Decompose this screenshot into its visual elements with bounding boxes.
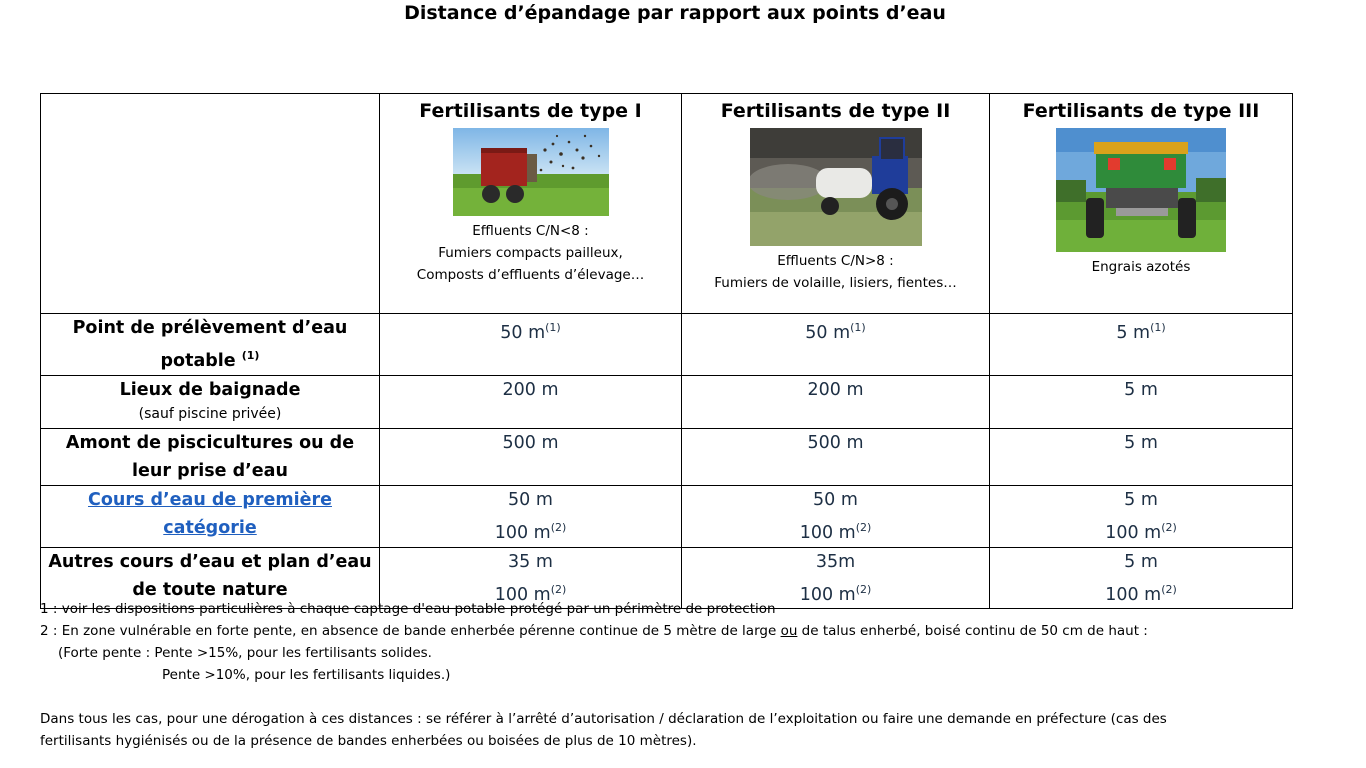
value-cell: 5 m (990, 375, 1293, 428)
value-cell: 50 m 100 $m^{(2)}$ (380, 485, 682, 547)
distance-table (40, 93, 1293, 609)
row-label-autres-cours-eau: Autres cours d’eau et plan d’eau de toute nature (41, 547, 380, 609)
row-label-point-prelevement: Point de prélèvement d’eau potable $^{(1)}$ (41, 314, 380, 376)
value-cell: 500 m (380, 428, 682, 485)
table-row (41, 375, 1293, 428)
value-cell: 200 m (380, 375, 682, 428)
value-cell: 35 m 100 $m^{(2)}$ (380, 547, 682, 609)
footnote-2-line-2: (Forte pente : Pente >15%, pour les fertilisants solides. (58, 645, 432, 661)
value-cell: 5 m 100 $m^{(2)}$ (990, 485, 1293, 547)
value-cell: 200 m (682, 375, 990, 428)
column-header-type-1 (380, 94, 682, 314)
table-row (41, 428, 1293, 485)
manure-spreader-photo (453, 128, 609, 216)
table-header-row (41, 94, 1293, 314)
document-title: Distance d’épandage par rapport aux points d’eau (404, 2, 946, 24)
footer-line-2: fertilisants hygiénisés ou de la présence de bandes enherbées ou boisées de plus de 10 mètres). (40, 733, 697, 749)
footnote-2-line-3: Pente >10%, pour les fertilisants liquides.) (162, 667, 451, 683)
slurry-tanker-photo (750, 128, 922, 246)
footnote-1: 1 : voir les dispositions particulières à chaque captage d'eau potable protégé par un périmètre de protection (40, 601, 776, 617)
row-label-lieux-baignade: Lieux de baignade (sauf piscine privée) (41, 375, 380, 428)
value-cell: 5 $m^{(1)}$ (990, 314, 1293, 376)
value-cell: 50 $m^{(1)}$ (380, 314, 682, 376)
value-cell: 50 $m^{(1)}$ (682, 314, 990, 376)
value-cell: 50 m 100 $m^{(2)}$ (682, 485, 990, 547)
row-label-cours-eau-premiere-categorie (41, 485, 380, 547)
fertilizer-spreader-photo (1056, 128, 1226, 252)
value-cell: 35m 100 $m^{(2)}$ (682, 547, 990, 609)
column-caption: Engrais azotés (1091, 259, 1191, 275)
column-caption: Effluents C/N>8 : Fumiers de volaille, lisiers, fientes… (714, 253, 957, 291)
column-caption: Effluents C/N<8 : Fumiers compacts pailleux, Composts d’effluents d’élevage… (416, 223, 645, 283)
column-header-type-3 (990, 94, 1293, 314)
column-title: Fertilisants de type I (419, 100, 642, 122)
column-title: Fertilisants de type II (720, 100, 951, 122)
footnote-2: 2 : En zone vulnérable en forte pente, en absence de bande enherbée pérenne continue de 5 mètre de large ou de talus enherbé, boisé continu de 50 cm de haut : (40, 623, 1148, 639)
value-cell: 500 m (682, 428, 990, 485)
column-header-type-2 (682, 94, 990, 314)
table-row (41, 314, 1293, 376)
footer-line-1: Dans tous les cas, pour une dérogation à ces distances : se référer à l’arrêté d’autorisation / déclaration de l’exploitation ou faire une demande en préfecture (cas des (40, 711, 1167, 727)
row-label-amont-piscicultures: Amont de piscicultures ou de leur prise d’eau (41, 428, 380, 485)
footnotes (40, 598, 1340, 752)
value-cell: 5 m 100 $m^{(2)}$ (990, 547, 1293, 609)
empty-corner-cell (41, 94, 380, 314)
cours-eau-premiere-categorie-link[interactable]: Cours d’eau de première catégorie (88, 489, 332, 538)
column-title: Fertilisants de type III (1022, 100, 1260, 122)
value-cell: 5 m (990, 428, 1293, 485)
table-row (41, 485, 1293, 547)
